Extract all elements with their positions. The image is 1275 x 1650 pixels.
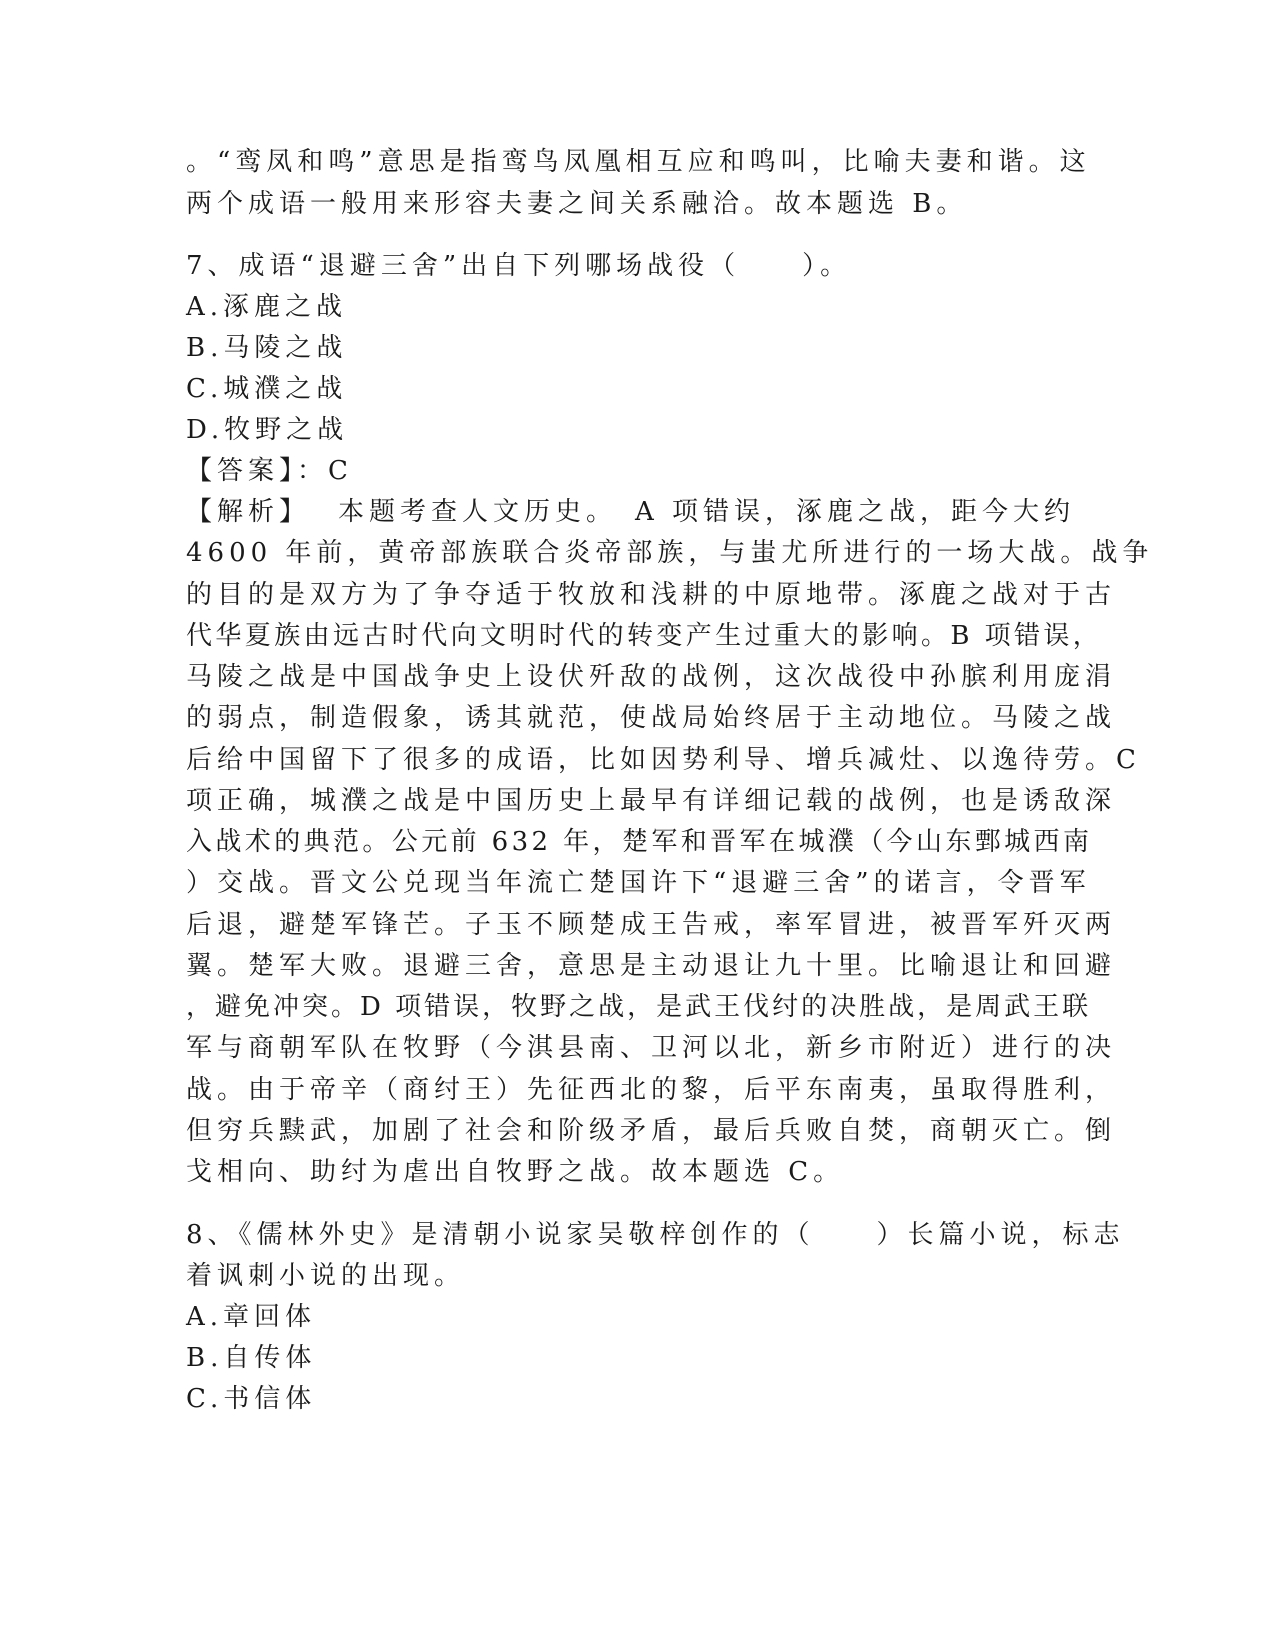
- analysis-line: 马陵之战是中国战争史上设伏歼敌的战例，这次战役中孙膑利用庞涓: [186, 662, 1117, 692]
- analysis-text: 本题考查人文历史。 A 项错误，涿鹿之战，距今大约: [338, 497, 1076, 527]
- analysis-line: 代华夏族由远古时代向文明时代的转变产生过重大的影响。B 项错误，: [186, 621, 1103, 651]
- analysis-line: 项正确，城濮之战是中国历史上最早有详细记载的战例，也是诱敌深: [186, 786, 1117, 816]
- analysis-line: 军与商朝军队在牧野（今淇县南、卫河以北，新乡市附近）进行的决: [186, 1033, 1117, 1063]
- q7-option-a: A.涿鹿之战: [186, 292, 348, 322]
- q7-option-c: C.城濮之战: [186, 374, 348, 404]
- analysis-line: 但穷兵黩武，加剧了社会和阶级矛盾，最后兵败自焚，商朝灭亡。倒: [186, 1116, 1117, 1146]
- q8-option-c: C.书信体: [186, 1384, 317, 1414]
- intro-line-2: 两个成语一般用来形容夫妻之间关系融洽。故本题选 B。: [186, 189, 968, 219]
- q7-analysis-first-line: [186, 497, 1086, 527]
- analysis-label: 【解析】: [186, 497, 311, 527]
- analysis-line: 入战术的典范。公元前 632 年，楚军和晋军在城濮（今山东鄄城西南: [186, 827, 1093, 857]
- analysis-line: 4600 年前，黄帝部族联合炎帝部族，与蚩尤所进行的一场大战。战争: [186, 538, 1154, 568]
- analysis-line: 的弱点，制造假象，诱其就范，使战局始终居于主动地位。马陵之战: [186, 703, 1117, 733]
- q8-option-b: B.自传体: [186, 1343, 317, 1373]
- intro-line-1: 。“鸾凤和鸣”意思是指鸾鸟凤凰相互应和鸣叫，比喻夫妻和谐。这: [186, 147, 1091, 177]
- analysis-line: 战。由于帝辛（商纣王）先征西北的黎，后平东南夷，虽取得胜利，: [186, 1075, 1117, 1105]
- q8-option-a: A.章回体: [186, 1302, 317, 1332]
- q8-stem-line-2: 着讽刺小说的出现。: [186, 1261, 466, 1291]
- analysis-line: 的目的是双方为了争夺适于牧放和浅耕的中原地带。涿鹿之战对于古: [186, 580, 1117, 610]
- analysis-line: 后给中国留下了很多的成语，比如因势利导、增兵减灶、以逸待劳。C: [186, 745, 1141, 775]
- analysis-line: ）交战。晋文公兑现当年流亡楚国许下“退避三舍”的诺言，令晋军: [186, 868, 1091, 898]
- q7-option-d: D.牧野之战: [186, 415, 349, 445]
- q7-stem: 7、成语“退避三舍”出自下列哪场战役（ ）。: [186, 251, 852, 281]
- q7-option-b: B.马陵之战: [186, 333, 348, 363]
- q7-answer: 【答案】：C: [186, 456, 353, 486]
- analysis-line: 后退，避楚军锋芒。子玉不顾楚成王告戒，率军冒进，被晋军歼灭两: [186, 910, 1117, 940]
- analysis-line: ，避免冲突。D 项错误，牧野之战，是武王伐纣的决胜战，是周武王联: [186, 992, 1092, 1022]
- analysis-line: 戈相向、助纣为虐出自牧野之战。故本题选 C。: [186, 1157, 845, 1187]
- analysis-line: 翼。楚军大败。退避三舍，意思是主动退让九十里。比喻退让和回避: [186, 951, 1117, 981]
- q8-stem-line-1: 8、《儒林外史》是清朝小说家吴敬梓创作的（ ）长篇小说，标志: [186, 1220, 1125, 1250]
